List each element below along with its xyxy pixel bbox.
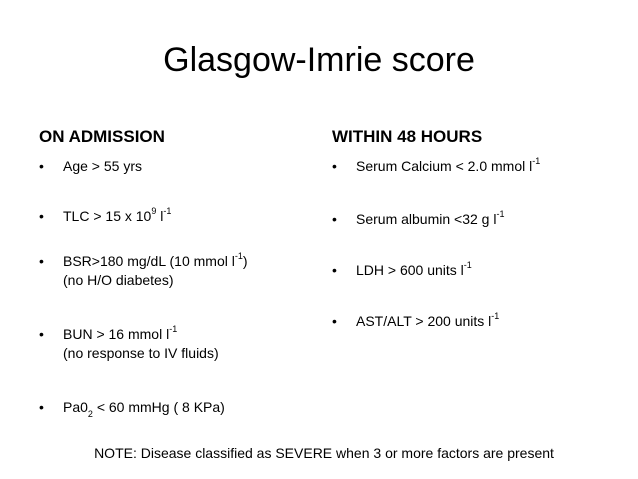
list-item-subtext: (no H/O diabetes) xyxy=(63,272,174,288)
superscript: -1 xyxy=(163,206,172,217)
bullet-icon: • xyxy=(39,326,44,342)
text-part: BUN > 16 mmol l xyxy=(63,326,170,342)
list-item-text xyxy=(63,207,171,226)
text-part: ) xyxy=(242,253,248,269)
bullet-icon: • xyxy=(39,253,44,269)
text-part: TLC > 15 x 10 xyxy=(63,208,152,224)
superscript: -1 xyxy=(169,324,178,335)
superscript: -1 xyxy=(532,156,541,167)
text-part: Serum Calcium < 2.0 mmol l xyxy=(356,158,533,174)
superscript: -1 xyxy=(463,260,472,271)
text-part: BSR>180 mg/dL (10 mmol l xyxy=(63,253,235,269)
list-item-text xyxy=(356,210,504,229)
subscript: 2 xyxy=(87,408,93,419)
text-part: < 60 mmHg ( 8 KPa) xyxy=(92,399,225,415)
slide-title: Glasgow-Imrie score xyxy=(163,41,475,79)
bullet-icon: • xyxy=(332,211,337,227)
list-item-text xyxy=(356,312,499,331)
list-item-text: Age > 55 yrs xyxy=(63,158,142,174)
list-item-subtext: (no response to IV fluids) xyxy=(63,345,219,361)
superscript: -1 xyxy=(234,251,243,262)
list-item-text xyxy=(63,398,225,417)
note-text: NOTE: Disease classified as SEVERE when 3 or more factors are present xyxy=(94,445,554,461)
bullet-icon: • xyxy=(332,262,337,278)
text-part: Pa0 xyxy=(63,399,88,415)
list-item-text xyxy=(63,325,219,363)
right-column-heading: WITHIN 48 HOURS xyxy=(332,127,483,146)
bullet-icon: • xyxy=(332,313,337,329)
list-item-text xyxy=(356,261,472,280)
bullet-icon: • xyxy=(332,158,337,174)
superscript: 9 xyxy=(151,206,157,217)
superscript: -1 xyxy=(491,311,500,322)
text-part: LDH > 600 units l xyxy=(356,262,464,278)
text-part: AST/ALT > 200 units l xyxy=(356,313,492,329)
superscript: -1 xyxy=(496,209,505,220)
bullet-icon: • xyxy=(39,158,44,174)
bullet-icon: • xyxy=(39,208,44,224)
list-item-text xyxy=(63,252,248,290)
list-item-text xyxy=(356,157,540,176)
text-part: l xyxy=(156,208,164,224)
left-column-heading: ON ADMISSION xyxy=(39,127,165,146)
bullet-icon: • xyxy=(39,399,44,415)
text-part: Serum albumin <32 g l xyxy=(356,211,497,227)
